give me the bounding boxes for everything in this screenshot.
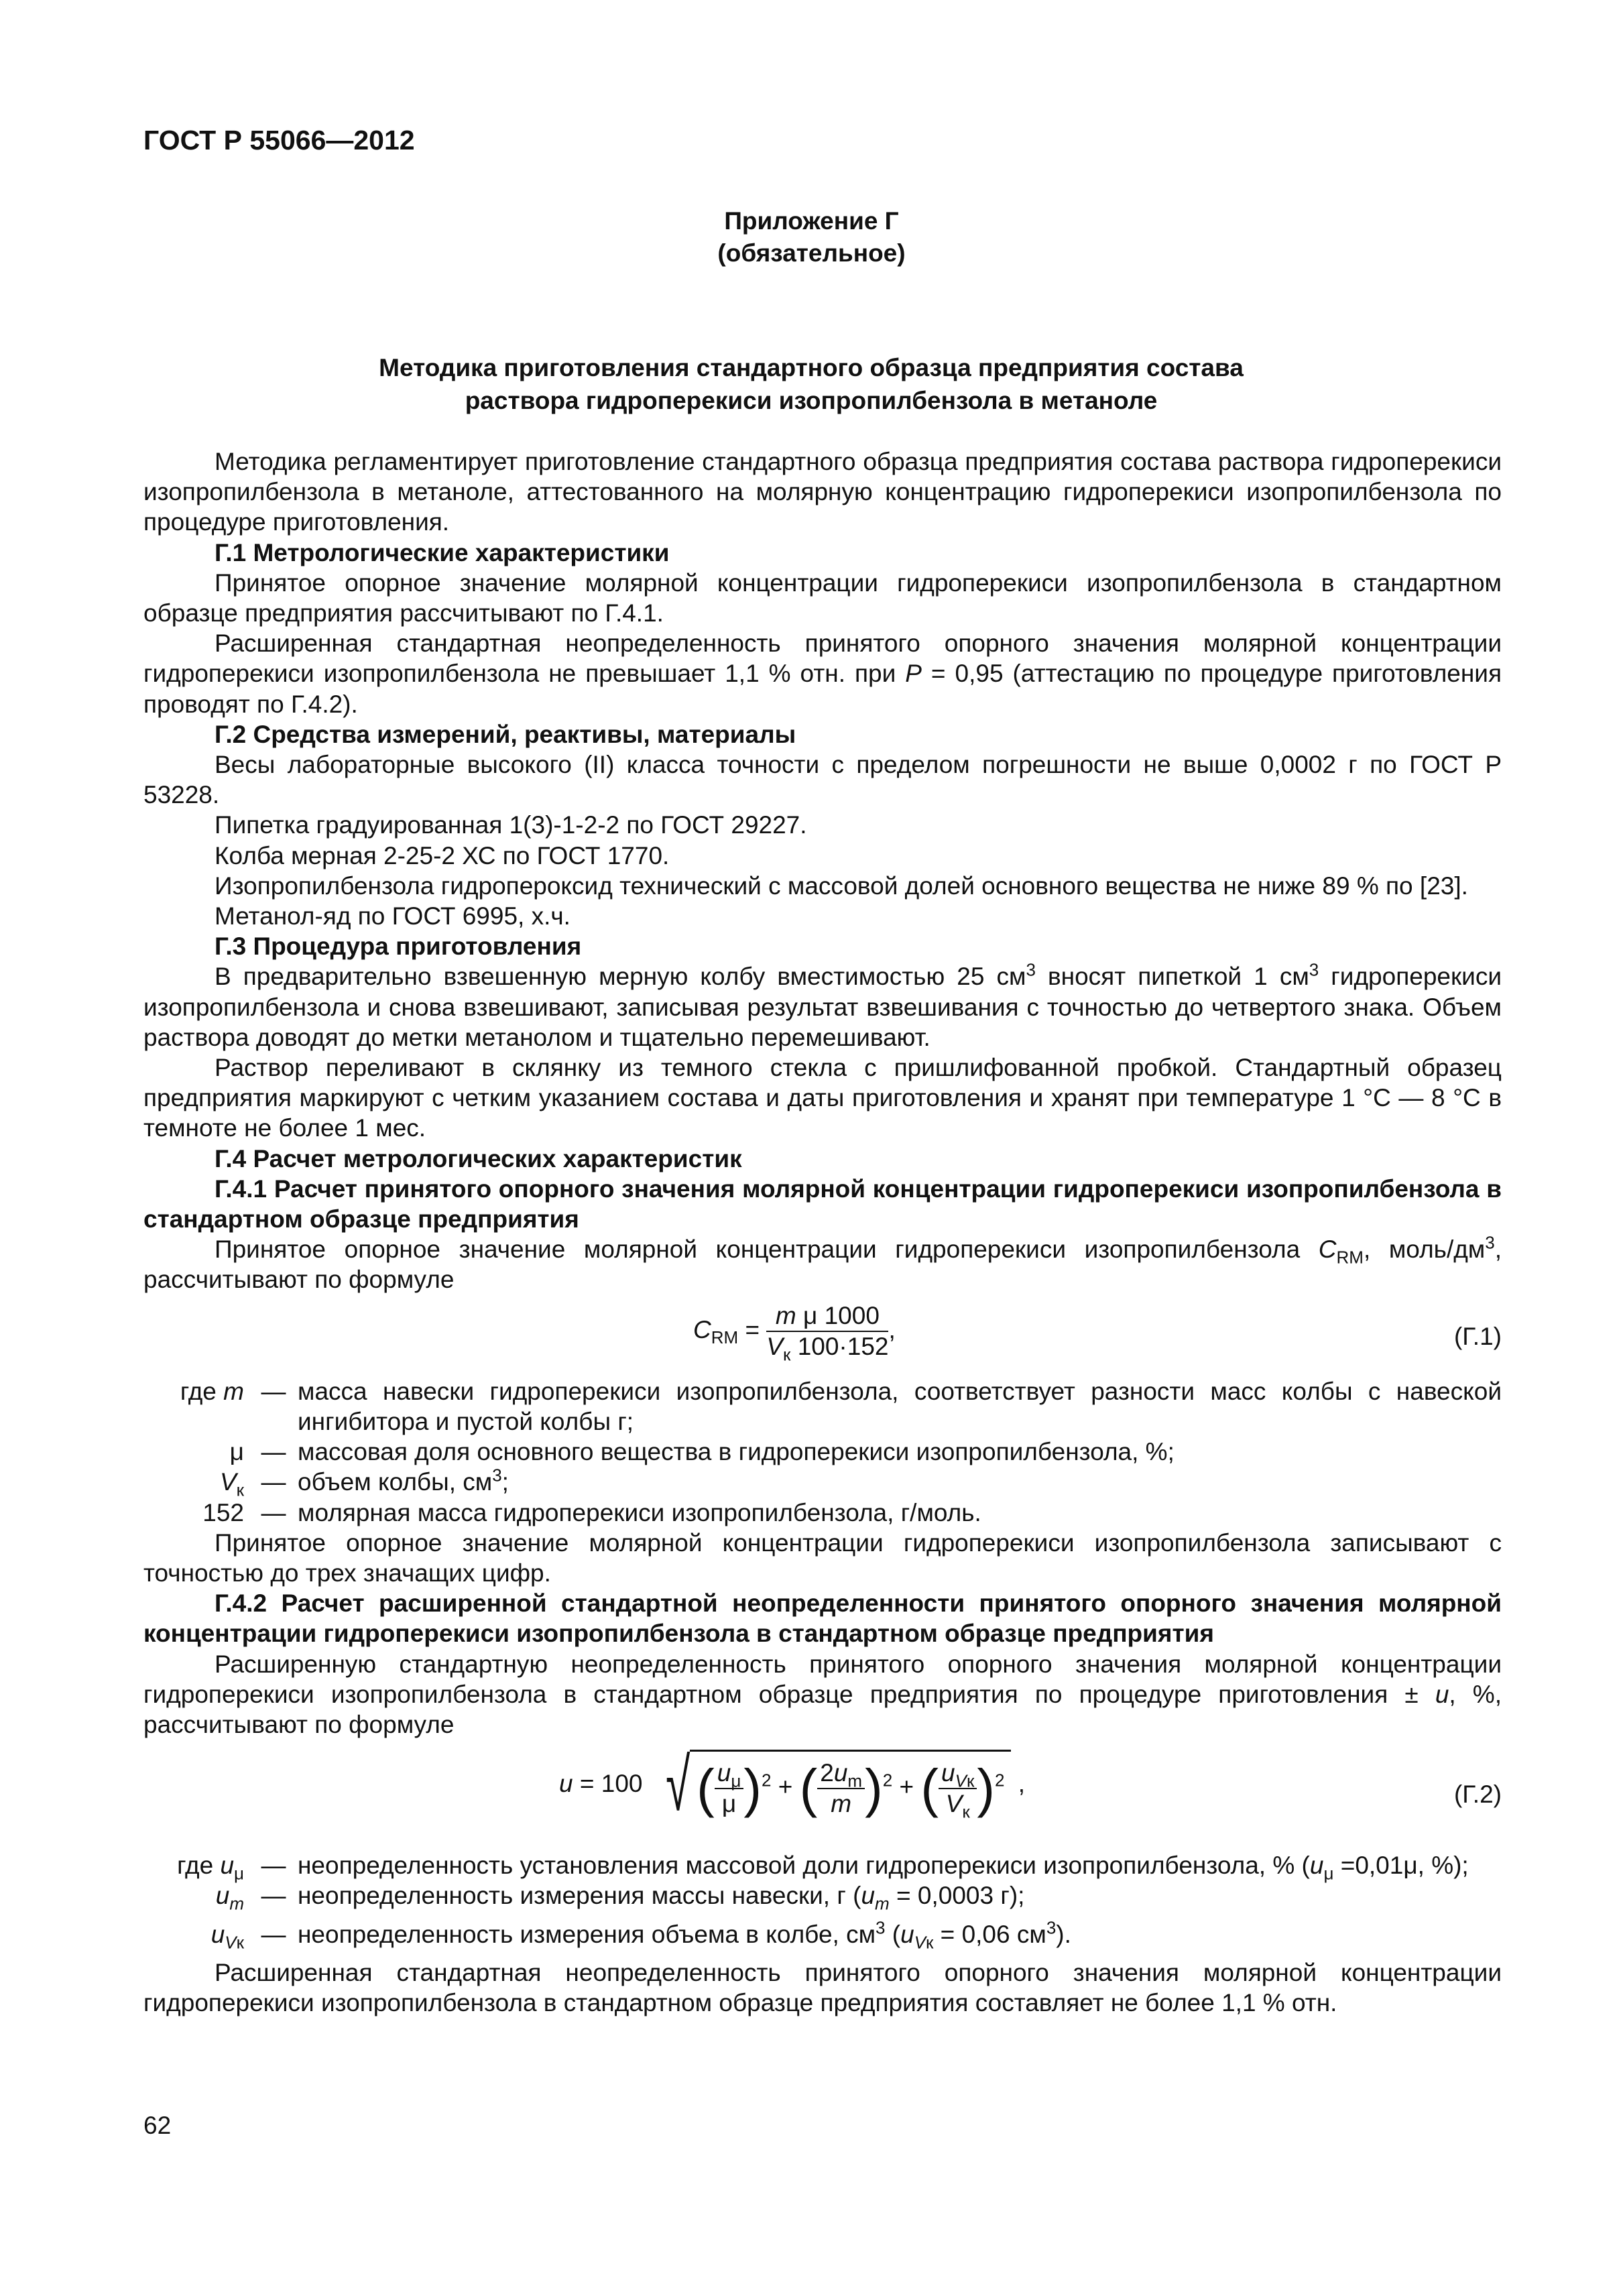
square-root <box>650 1744 1012 1827</box>
radical-sign: √ <box>665 1744 690 1827</box>
subscript: RM <box>1336 1247 1364 1268</box>
legend-symbol <box>143 1919 249 1952</box>
fraction-numerator <box>939 1758 977 1789</box>
formula-subscript: к <box>926 1931 934 1952</box>
legend-text <box>298 1467 1502 1497</box>
text-run: ; <box>501 1468 509 1496</box>
formula-equals: = <box>745 1315 760 1343</box>
formula-number: 100·152 <box>797 1332 889 1360</box>
formula-symbol: m <box>775 1301 796 1329</box>
text-run: вносят пипеткой 1 см <box>1035 963 1309 991</box>
legend-text <box>298 1880 1502 1914</box>
formula-subscript <box>225 1932 244 1952</box>
legend-dash: — <box>261 1438 286 1466</box>
formula-subscript <box>229 1894 244 1914</box>
formula-fraction <box>939 1758 977 1822</box>
formula-number-label: (Г.2) <box>1453 1780 1502 1809</box>
variable-c: С <box>1318 1235 1337 1264</box>
legend-dash: — <box>261 1882 286 1910</box>
legend-symbol <box>143 1467 249 1500</box>
document-body <box>143 446 1502 2018</box>
superscript: 2 <box>994 1770 1005 1791</box>
paragraph-g1-2 <box>143 628 1502 719</box>
appendix-title: Приложение Г <box>724 207 899 235</box>
formula-number: 2 <box>820 1758 834 1787</box>
superscript: 3 <box>1026 960 1036 981</box>
formula-g1-legend <box>143 1376 1502 1528</box>
formula-number-label: (Г.1) <box>1453 1322 1502 1350</box>
formula-symbol: u <box>215 1882 230 1910</box>
formula-fraction <box>817 1758 865 1819</box>
paren-left: ( <box>920 1758 939 1818</box>
document-title <box>268 351 1354 417</box>
fraction-denominator <box>939 1789 977 1822</box>
paragraph-g3-1 <box>143 961 1502 1052</box>
formula-subscript <box>875 1894 890 1914</box>
appendix-status: (обязательное) <box>717 239 906 267</box>
document-title-line-2: раствора гидроперекиси изопропилбензола в метаноле <box>465 387 1158 414</box>
superscript: 3 <box>1046 1917 1057 1938</box>
fraction-numerator <box>715 1758 744 1789</box>
legend-prefix: где <box>180 1377 217 1405</box>
formula-subscript: μ <box>731 1770 741 1791</box>
text-run: =0,01μ, %); <box>1333 1852 1469 1880</box>
formula-plus: + <box>778 1772 793 1801</box>
document-title-line-1: Методика приготовления стандартного образца предприятия состава <box>379 354 1244 381</box>
text-run: гидроперекиси изопропилбензола и снова взвешивают, записывая результат взвешивания с точностью до четвертого знака. Объем раствора доводят до метки метанолом и тщательно перемешивают. <box>143 963 1502 1051</box>
equipment-item: Пипетка градуированная 1(3)-1-2-2 по ГОСТ 29227. <box>215 811 807 839</box>
superscript: 2 <box>761 1770 772 1791</box>
section-heading-g4: Г.4 Расчет метрологических характеристик <box>215 1144 742 1172</box>
text-run: = 0,0003 г); <box>889 1882 1025 1910</box>
intro-paragraph: Методика регламентирует приготовление стандартного образца предприятия состава раствора гидроперекиси изопропилбензола в метаноле, аттестованного на молярную концентрацию гидроперекиси изопропилбензола по процедуре приготовления. <box>143 448 1502 536</box>
formula-g2-expression <box>559 1744 1025 1827</box>
legend-text <box>298 1917 1502 1952</box>
formula-symbol: u <box>861 1882 876 1910</box>
legend-text: массовая доля основного вещества в гидроперекиси изопропилбензола, %; <box>298 1438 1175 1466</box>
legend-row <box>143 1465 1502 1500</box>
legend-dash: — <box>261 1498 286 1526</box>
legend-row <box>143 1437 1502 1467</box>
formula-subscript: m <box>847 1770 863 1791</box>
text-run: неопределенность измерения объема в колбе, см <box>298 1920 876 1948</box>
text-run: неопределенность измерения массы навески, г ( <box>298 1882 861 1910</box>
text-run: объем колбы, см <box>298 1468 493 1496</box>
legend-row <box>143 1850 1502 1884</box>
formula-subscript: к <box>783 1344 791 1365</box>
formula-subscript: к <box>236 1931 244 1952</box>
legend-text: молярная масса гидроперекиси изопропилбензола, г/моль. <box>298 1498 981 1526</box>
formula-symbol: V <box>219 1468 237 1496</box>
formula-symbol: m <box>223 1377 244 1405</box>
paragraph-g4-2-1 <box>143 1649 1502 1740</box>
fraction-denominator <box>766 1332 889 1365</box>
legend-row <box>143 1376 1502 1437</box>
radicand <box>690 1750 1011 1821</box>
formula-subscript <box>914 1932 934 1952</box>
formula-comma: , <box>1018 1769 1025 1797</box>
equipment-item: Изопропилбензола гидропероксид технический с массовой долей основного вещества не ниже 89 % по [23]. <box>215 871 1468 900</box>
formula-comma: , <box>888 1315 896 1343</box>
paragraph-g3-2: Раствор переливают в склянку из темного стекла с пришлифованной пробкой. Стандартный образец предприятия маркируют с четким указанием состава и даты приготовления и хранят при температуре 1 °С — 8 °С в темноте не более 1 мес. <box>143 1054 1502 1142</box>
equipment-item: Колба мерная 2-25-2 ХС по ГОСТ 1770. <box>215 841 670 869</box>
formula-symbol: С <box>693 1315 711 1343</box>
formula-coefficient: = 100 <box>579 1769 643 1797</box>
formula-symbol: μ <box>229 1438 244 1466</box>
section-heading-g1: Г.1 Метрологические характеристики <box>215 538 670 566</box>
document-code-header: ГОСТ Р 55066—2012 <box>143 125 415 156</box>
legend-row <box>143 1880 1502 1914</box>
legend-row <box>143 1917 1502 1952</box>
text-run: = 0,06 см <box>933 1920 1046 1948</box>
paren-left: ( <box>697 1758 715 1818</box>
superscript: 3 <box>492 1465 502 1486</box>
formula-fraction <box>715 1758 744 1819</box>
formula-symbol: u <box>559 1769 573 1797</box>
text-run: = 0,95 (аттестацию по процедуре приготовления проводят по Г.4.2). <box>143 660 1502 718</box>
formula-g1 <box>143 1301 1502 1372</box>
legend-row <box>143 1498 1502 1528</box>
formula-symbol: u <box>941 1758 955 1787</box>
section-heading-g3: Г.3 Процедура приготовления <box>215 932 582 961</box>
legend-text: масса навески гидроперекиси изопропилбензола, соответствует разности масс колбы с навеской ингибитора и пустой колбы г; <box>298 1377 1502 1435</box>
paragraph-g4-2-2: Расширенная стандартная неопределенность принятого опорного значения молярной концентрации гидроперекиси изопропилбензола в стандартном образце предприятия составляет не более 1,1 % отн. <box>143 1958 1502 2016</box>
text-run: ( <box>885 1920 901 1948</box>
formula-symbol: m <box>229 1893 244 1914</box>
text-run: , %, рассчитывают по формуле <box>143 1680 1502 1738</box>
fraction-denominator: m <box>831 1789 852 1817</box>
formula-symbol: u <box>717 1758 731 1787</box>
paren-right: ) <box>977 1758 995 1818</box>
equipment-item: Весы лабораторные высокого (II) класса точности с пределом погрешности не выше 0,0002 г по ГОСТ Р 53228. <box>143 751 1502 809</box>
paragraph-g4-1-2: Принятое опорное значение молярной концентрации гидроперекиси изопропилбензола записывают с точностью до трех значащих цифр. <box>143 1528 1502 1587</box>
text-run: В предварительно взвешенную мерную колбу вместимостью 25 см <box>215 963 1026 991</box>
section-heading-g4-1: Г.4.1 Расчет принятого опорного значения молярной концентрации гидроперекиси изопропилбензола в стандартном образце предприятия <box>143 1174 1502 1233</box>
formula-symbol: u <box>1309 1852 1324 1880</box>
paragraph-g4-1-1 <box>143 1234 1502 1294</box>
section-heading-g2: Г.2 Средства измерений, реактивы, материалы <box>215 720 796 748</box>
text-run: Расширенная стандартная неопределенность принятого опорного значения молярной концентрации гидроперекиси изопропилбензола не превышает 1,1 % отн. при <box>143 629 1502 688</box>
formula-symbol: m <box>875 1893 890 1914</box>
text-run: ). <box>1056 1920 1071 1948</box>
legend-symbol <box>143 1880 249 1914</box>
legend-symbol <box>143 1850 249 1884</box>
text-run: , моль/дм <box>1363 1235 1486 1264</box>
legend-symbol <box>143 1376 249 1437</box>
formula-number: 152 <box>202 1498 244 1526</box>
section-heading-g4-2: Г.4.2 Расчет расширенной стандартной неопределенности принятого опорного значения молярной концентрации гидроперекиси изопропилбензола в стандартном образце предприятия <box>143 1589 1502 1648</box>
text-run: , рассчитывают по формуле <box>143 1235 1502 1294</box>
formula-g2 <box>143 1746 1502 1846</box>
formula-subscript: к <box>966 1770 975 1791</box>
formula-symbol: u <box>900 1920 914 1948</box>
legend-symbol <box>143 1498 249 1528</box>
formula-plus: + <box>899 1772 914 1801</box>
superscript: 3 <box>876 1917 886 1938</box>
variable-p: Р <box>905 660 922 688</box>
superscript: 3 <box>1485 1232 1495 1253</box>
formula-symbol: V <box>945 1789 963 1817</box>
paren-right: ) <box>865 1758 883 1818</box>
fraction-numerator <box>766 1301 888 1332</box>
formula-fraction <box>766 1301 889 1365</box>
formula-symbol: V <box>914 1931 926 1952</box>
legend-dash: — <box>261 1377 286 1405</box>
paren-left: ( <box>799 1758 818 1818</box>
legend-prefix: где <box>177 1852 214 1880</box>
legend-dash: — <box>261 1468 286 1496</box>
legend-symbol <box>143 1437 249 1467</box>
formula-subscript: RM <box>711 1327 739 1347</box>
legend-dash: — <box>261 1852 286 1880</box>
formula-symbol: V <box>766 1332 784 1360</box>
formula-g1-expression <box>693 1301 896 1365</box>
formula-subscript: к <box>236 1479 244 1500</box>
legend-dash: — <box>261 1920 286 1948</box>
formula-number: 1000 <box>824 1301 880 1329</box>
formula-symbol: u <box>833 1758 848 1787</box>
paren-right: ) <box>743 1758 762 1818</box>
formula-subscript: μ <box>1323 1863 1334 1884</box>
superscript: 3 <box>1309 960 1319 981</box>
formula-subscript: μ <box>234 1863 244 1884</box>
equipment-item: Метанол-яд по ГОСТ 6995, х.ч. <box>215 902 570 930</box>
formula-g2-legend <box>143 1850 1502 1952</box>
text-run: неопределенность установления массовой доли гидроперекиси изопропилбензола, % ( <box>298 1852 1310 1880</box>
formula-subscript <box>955 1770 975 1791</box>
formula-symbol: u <box>220 1852 235 1880</box>
page-number: 62 <box>143 2112 172 2139</box>
text-run: Расширенную стандартную неопределенность принятого опорного значения молярной концентрации гидроперекиси изопропилбензола в стандартном образце предприятия по процедуре приготовления ± <box>143 1650 1502 1708</box>
variable-u: u <box>1435 1680 1449 1708</box>
formula-symbol: μ <box>803 1301 818 1329</box>
formula-symbol: V <box>225 1931 237 1952</box>
formula-subscript: к <box>962 1801 970 1822</box>
text-run: Принятое опорное значение молярной концентрации гидроперекиси изопропилбензола <box>215 1235 1319 1264</box>
formula-symbol: V <box>955 1770 967 1791</box>
fraction-numerator <box>817 1758 865 1789</box>
superscript: 2 <box>882 1770 893 1791</box>
formula-symbol: u <box>211 1920 225 1948</box>
fraction-denominator: μ <box>721 1789 737 1817</box>
legend-text <box>298 1850 1502 1884</box>
paragraph-g1-1: Принятое опорное значение молярной концентрации гидроперекиси изопропилбензола в стандартном образце предприятия рассчитывают по Г.4.1. <box>143 568 1502 627</box>
